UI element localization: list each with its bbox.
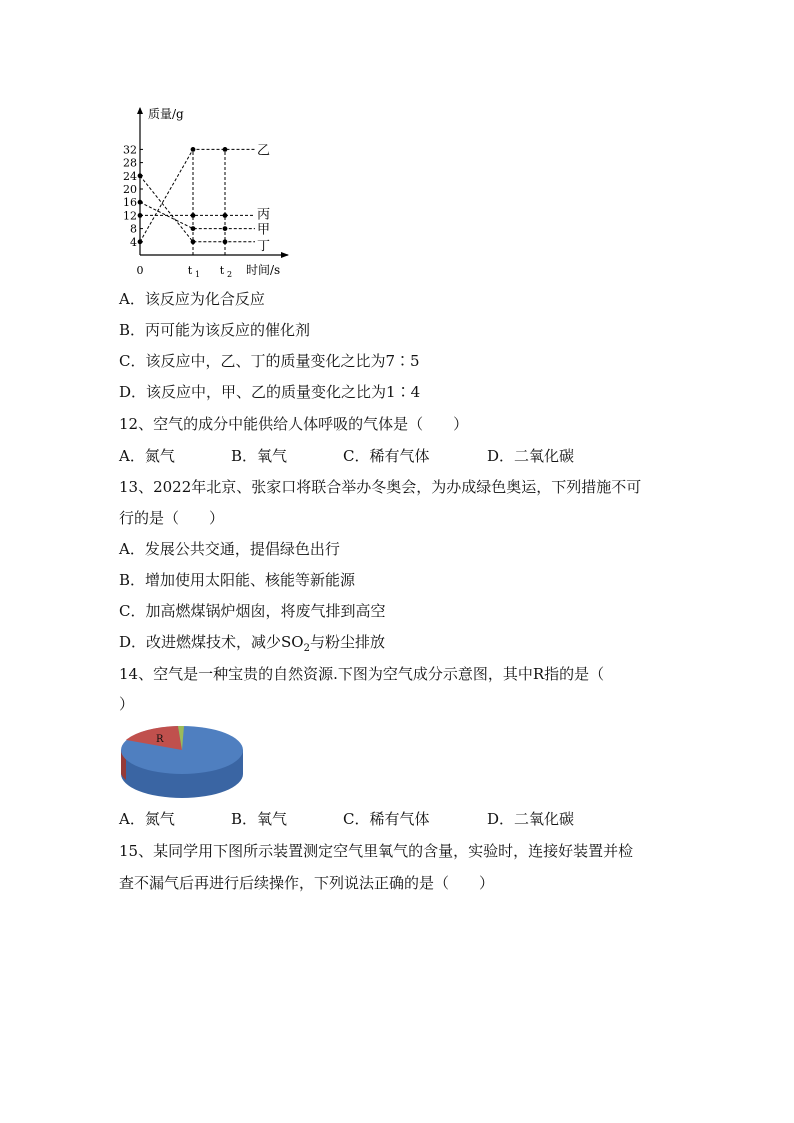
data-point-丁 <box>223 239 228 244</box>
y-tick-label: 28 <box>123 156 137 170</box>
q15-stem-line1: 15、某同学用下图所示装置测定空气里氧气的含量，实验时，连接好装置并检 <box>119 842 634 860</box>
q12-option-a: A．氮气 <box>119 447 175 465</box>
series-label-甲: 甲 <box>257 222 271 238</box>
x-tick-label: t <box>187 264 193 277</box>
pie-label-r: R <box>156 734 164 745</box>
q13-option-c: C．加高燃煤锅炉烟囱，将废气排到高空 <box>119 602 386 620</box>
q14-stem-line1: 14、空气是一种宝贵的自然资源.下图为空气成分示意图，其中R指的是（ <box>119 665 605 683</box>
q14-option-c: C．稀有气体 <box>343 810 430 828</box>
series-label-丁: 丁 <box>257 238 271 254</box>
y-tick-label: 20 <box>123 183 137 196</box>
data-point-乙 <box>223 147 228 152</box>
y-axis-label: 质量/g <box>148 107 184 121</box>
q15-stem-line2: 查不漏气后再进行后续操作，下列说法正确的是（ ） <box>119 874 495 892</box>
x-axis-label: 时间/s <box>246 263 281 277</box>
x-tick-subscript: 2 <box>227 270 233 279</box>
q13-option-d <box>119 632 385 659</box>
q13-option-d-suffix: 与粉尘排放 <box>309 633 385 651</box>
y-axis-arrow <box>137 107 143 114</box>
y-tick-label: 12 <box>123 209 137 223</box>
mass-time-chart <box>110 100 310 285</box>
chart-dashed-lines <box>193 149 225 255</box>
data-point-丙 <box>223 213 228 218</box>
y-tick-label: 4 <box>130 235 137 249</box>
y-tick-label: 8 <box>130 222 137 236</box>
data-point-甲 <box>138 200 143 205</box>
data-point-丁 <box>138 173 143 178</box>
q14-option-d: D．二氧化碳 <box>487 810 575 828</box>
series-label-乙: 乙 <box>257 143 271 159</box>
q12-option-c: C．稀有气体 <box>343 447 430 465</box>
data-point-甲 <box>191 226 196 231</box>
q13-stem-line1: 13、2022年北京、张家口将联合举办冬奥会，为办成绿色奥运，下列措施不可 <box>119 478 642 496</box>
data-point-丁 <box>191 239 196 244</box>
x-tick-label: 0 <box>136 264 144 277</box>
q12-option-b: B．氧气 <box>231 447 288 465</box>
air-composition-pie <box>118 722 248 804</box>
q14-option-a: A．氮气 <box>119 810 175 828</box>
q14-stem-line2: ） <box>119 695 135 713</box>
data-point-甲 <box>223 226 228 231</box>
q13-option-d-prefix: D．改进燃煤技术，减少SO <box>119 633 304 651</box>
chart-labels <box>123 106 280 279</box>
data-point-丙 <box>138 213 143 218</box>
q13-option-b: B．增加使用太阳能、核能等新能源 <box>119 571 356 589</box>
series-label-丙: 丙 <box>257 207 271 223</box>
q11-option-d: D．该反应中，甲、乙的质量变化之比为1∶4 <box>119 383 421 401</box>
q13-option-d-sub: 2 <box>303 643 310 654</box>
q11-option-b: B．丙可能为该反应的催化剂 <box>119 321 311 339</box>
x-tick-label: t <box>219 264 225 277</box>
data-point-丙 <box>191 213 196 218</box>
q11-option-a: A．该反应为化合反应 <box>119 290 265 308</box>
x-tick-subscript: 1 <box>195 270 201 279</box>
data-point-乙 <box>138 239 143 244</box>
q13-option-a: A．发展公共交通，提倡绿色出行 <box>119 540 340 558</box>
x-axis-arrow <box>281 252 289 258</box>
data-point-乙 <box>191 147 196 152</box>
series-line-丁 <box>140 176 255 242</box>
y-tick-label: 24 <box>123 169 137 183</box>
y-tick-label: 16 <box>123 196 137 210</box>
y-tick-label: 32 <box>123 143 137 157</box>
q13-stem-line2: 行的是（ ） <box>119 509 225 527</box>
q12-option-d: D．二氧化碳 <box>487 447 575 465</box>
q11-option-c: C．该反应中，乙、丁的质量变化之比为7∶5 <box>119 352 420 370</box>
q14-option-b: B．氧气 <box>231 810 288 828</box>
chart-marks <box>138 147 255 244</box>
q12-stem: 12、空气的成分中能供给人体呼吸的气体是（ ） <box>119 415 469 433</box>
series-line-乙 <box>140 149 255 241</box>
